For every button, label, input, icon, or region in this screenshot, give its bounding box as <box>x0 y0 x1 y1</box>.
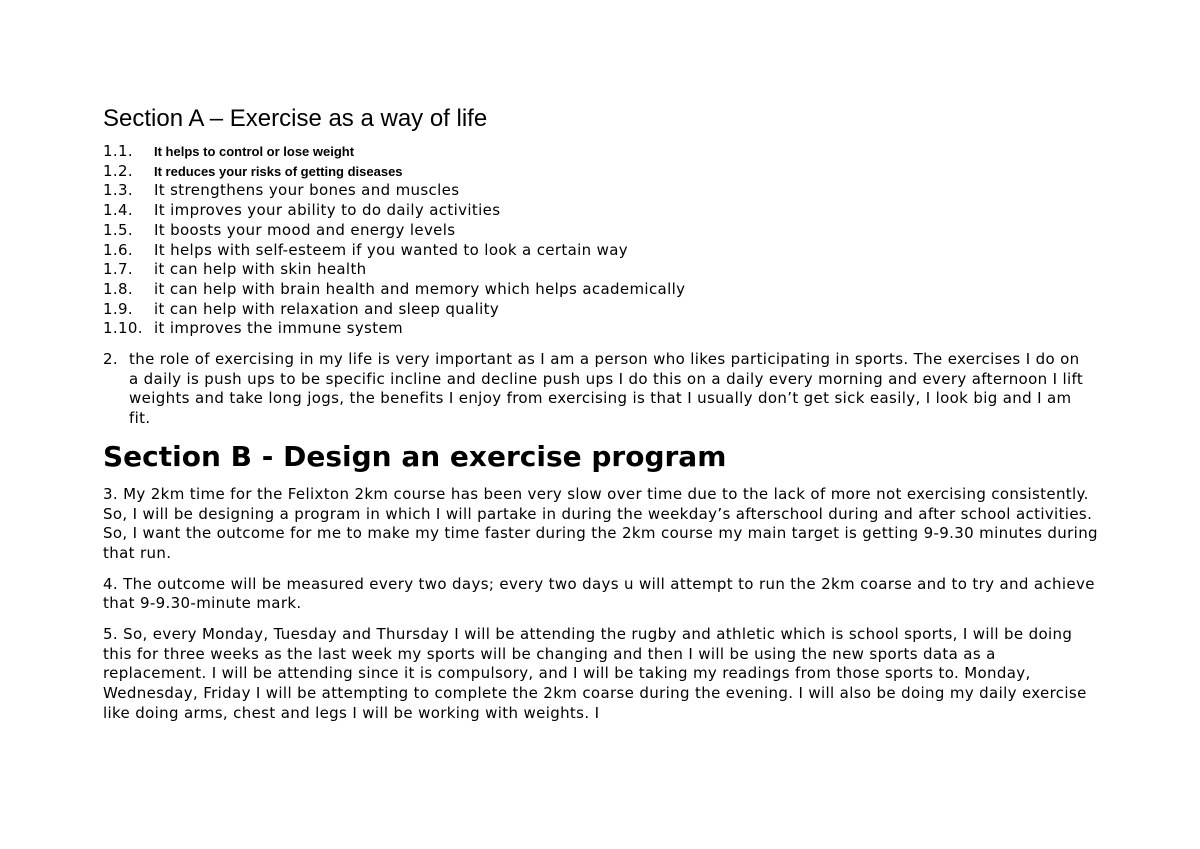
list-item-text: It helps to control or lose weight <box>154 144 355 159</box>
list-item <box>103 300 1103 320</box>
document-content <box>103 104 1103 735</box>
benefits-list <box>103 142 1103 339</box>
list-item-number: 1.1. <box>103 142 134 160</box>
list-item-text: It strengthens your bones and muscles <box>154 181 460 200</box>
list-item-text: it can help with brain health and memory which helps academically <box>154 279 686 298</box>
list-item <box>103 142 1103 162</box>
list-item <box>103 201 1103 221</box>
section-a-heading: Section A – Exercise as a way of life <box>103 105 488 132</box>
list-item-number: 1.8. <box>103 279 134 298</box>
list-item <box>103 319 1103 339</box>
list-item-number: 1.3. <box>103 181 134 200</box>
list-item-text: it can help with skin health <box>154 260 367 279</box>
list-item-number: 1.9. <box>103 299 134 318</box>
list-item-text: It boosts your mood and energy levels <box>154 220 456 239</box>
list-item-number: 1.2. <box>103 161 134 180</box>
paragraph-text: the role of exercising in my life is very important as I am a person who likes participating in sports. The exercises I do on a daily is push ups to be specific incline and decline push ups I do this on a daily every morning and every afternoon I lift weights and take long jogs, the benefits I enjoy from exercising is that I usually don’t get sick easily, I look big and I am fit. <box>129 350 1084 428</box>
list-item <box>103 162 1103 182</box>
list-item-number: 1.10. <box>103 319 143 338</box>
list-item-number: 1.5. <box>103 220 134 239</box>
list-item-text: it improves the immune system <box>154 319 403 338</box>
list-item-text: it can help with relaxation and sleep quality <box>154 299 500 318</box>
list-item-text: It improves your ability to do daily activities <box>154 201 501 220</box>
role-of-exercise-paragraph <box>103 350 1103 429</box>
list-item <box>103 241 1103 261</box>
list-item-text: It reduces your risks of getting diseases <box>154 163 403 179</box>
list-item-number: 1.4. <box>103 201 134 220</box>
measurement-paragraph: 4. The outcome will be measured every two days; every two days u will attempt to run the 2km coarse and to try and achieve that 9-9.30-minute mark. <box>103 574 1095 613</box>
list-item-text: It helps with self-esteem if you wanted to look a certain way <box>154 240 629 259</box>
list-item <box>103 280 1103 300</box>
list-item <box>103 221 1103 241</box>
list-item <box>103 260 1103 280</box>
list-item <box>103 181 1103 201</box>
schedule-paragraph: 5. So, every Monday, Tuesday and Thursday I will be attending the rugby and athletic which is school sports, I will be doing this for three weeks as the last week my sports will be changing and then I will be using the new sports data as a replacement. I will be attending since it is compulsory, and I will be taking my readings from those sports to. Monday, Wednesday, Friday I will be attempting to complete the 2km coarse during the evening. I will also be doing my daily exercise like doing arms, chest and legs I will be working with weights. I <box>103 625 1087 722</box>
paragraph-number: 2. <box>103 350 119 369</box>
list-item-number: 1.7. <box>103 260 134 279</box>
section-b-heading: Section B - Design an exercise program <box>103 439 727 473</box>
list-item-number: 1.6. <box>103 240 134 259</box>
program-goal-paragraph: 3. My 2km time for the Felixton 2km course has been very slow over time due to the lack of more not exercising consistently. So, I will be designing a program in which I will partake in during the weekday’s afterschool during and after school activities. So, I want the outcome for me to make my time faster during the 2km course my main target is getting 9-9.30 minutes during that run. <box>103 484 1098 562</box>
